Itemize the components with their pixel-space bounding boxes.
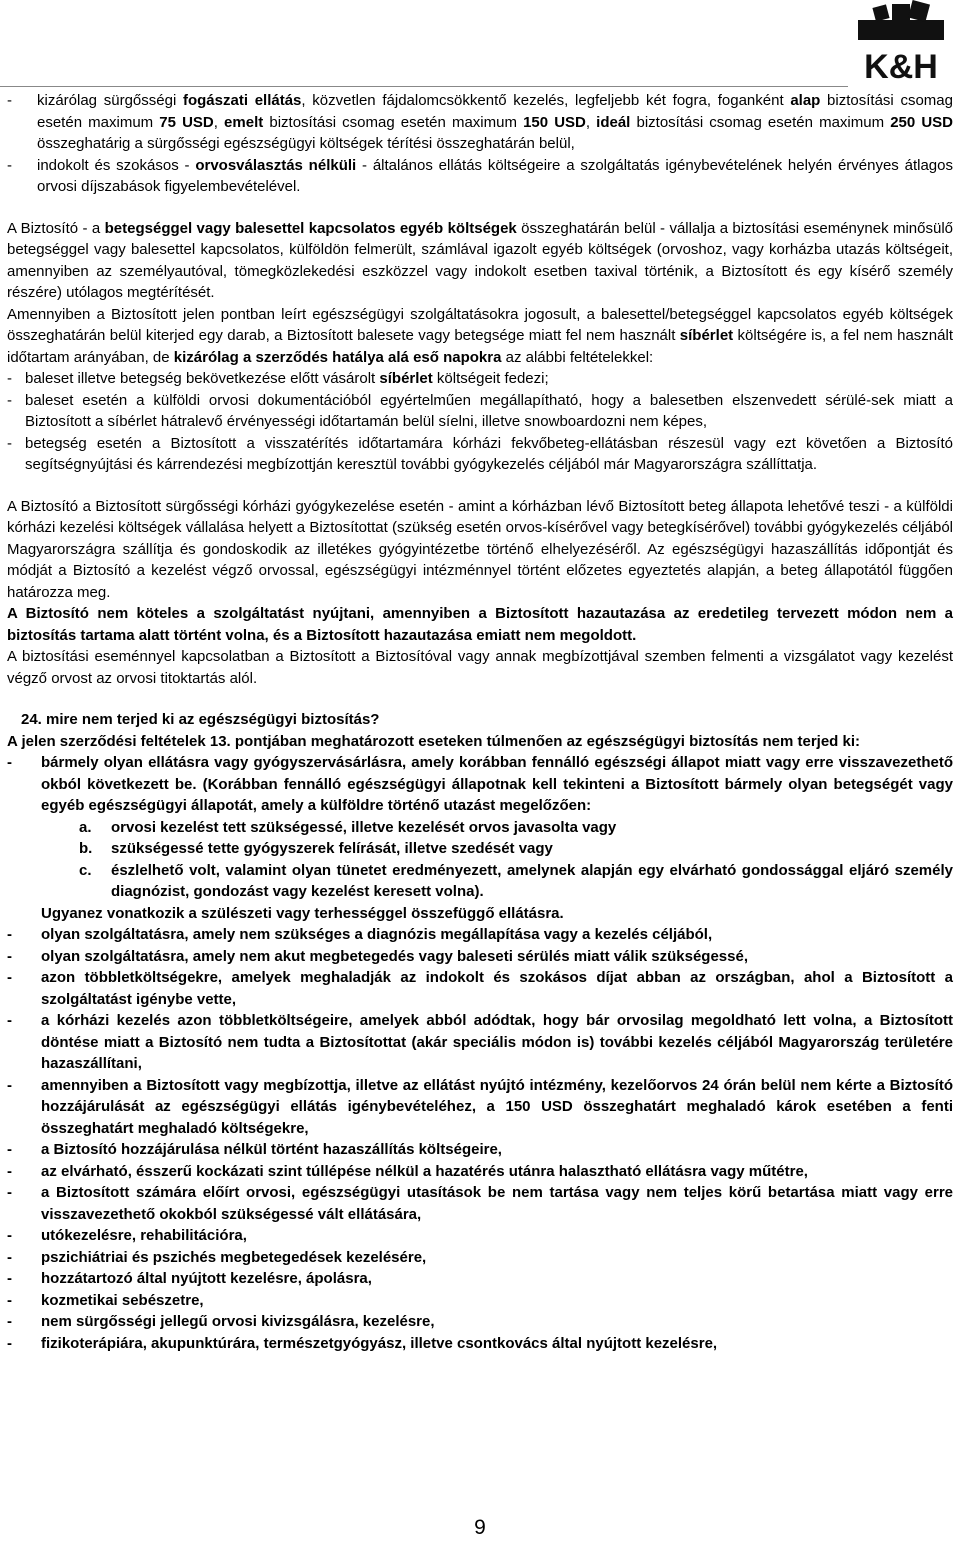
list-item: - pszichiátriai és pszichés megbetegedések kezelésére, — [7, 1248, 427, 1266]
list-item: - a kórházi kezelés azon többletköltségeire, amelyek abból adódtak, hogy bár orvosilag megoldható lett volna, a Biztosított döntése miatt a Biztosító nem tudta a Biztosítottat (akár speciális módon is) további kezelés céljából Magyarország területére hazaszállítani, — [7, 1012, 953, 1072]
page-number: 9 — [474, 1516, 486, 1539]
document-body — [7, 90, 953, 1354]
list-item: - kozmetikai sebészetre, — [7, 1291, 204, 1309]
paragraph-ski-pass: Amennyiben a Biztosított jelen pontban leírt egészségügyi szolgáltatásokra jogosult, a balesettel/betegséggel kapcsolatos egyéb költségek összeghatárán belül kiterjed egy darab, a Biztosított balesete vagy betegsége miatt fel nem használt síbérlet költségére is, a fel nem használt időtartam arányában, de kizárólag a szerződés hatálya alá eső napokra az alábbi feltételekkel: — [7, 305, 953, 366]
sub-list-item: b. szükségessé tette gyógyszerek felírását, illetve szedését vagy — [79, 840, 553, 857]
followup-note: Ugyanez vonatkozik a szülészeti vagy terhességgel összefüggő ellátásra. — [41, 904, 564, 922]
paragraph-other-costs: A Biztosító - a betegséggel vagy balesettel kapcsolatos egyéb költségek összeghatárán belül - vállalja a biztosítási eseménynek minősülő betegséggel vagy balesettel kapcsolatos, külföldön felmerült, számlával igazolt egyéb költségek (orvoshoz, vagy korházba utazás költségeit, amennyiben az személyautóval, tömegközlekedési eszközzel vagy indokolt esetben taxival történik, a Biztosított és egy kísérő személy részére) utólagos megtérítését. — [7, 219, 953, 301]
list-item: - hozzátartozó által nyújtott kezelésre, ápolásra, — [7, 1270, 372, 1287]
list-item: - baleset esetén a külföldi orvosi dokumentációból egyértelműen megállapítható, hogy a balesetben elszenvedett sérülé-sek miatt a Biztosított a síbérlet hátralevő érvényességi időtartamán belül síelni, illetve snowboardozni nem képes, — [7, 391, 953, 430]
list-item: - olyan szolgáltatásra, amely nem szükséges a diagnózis megállapítása vagy a kezelés céljából, — [7, 926, 713, 943]
paragraph-hospital: A Biztosító a Biztosított sürgősségi kórházi gyógykezelése esetén - amint a kórházban lévő Biztosított beteg állapota lehetővé teszi - a külföldi kórházi kezelési költségek vállalása helyett a Biztosítottat (szükség esetén orvos-kísérővel vagy betegkísérővel) további gyógykezelés céljából Magyarországra szállítja és gondoskodik az illetékes gyógyintézetbe történő elhelyezéséről. Az egészségügyi hazaszállítás időpontját és módját a Biztosító a kezelést végző orvossal, egészségügyi intézménnyel történt előzetes egyeztetés alapján, a beteg állapotától függően határozza meg. — [7, 497, 953, 601]
list-item: - a Biztosító hozzájárulása nélkül történt hazaszállítás költségeire, — [7, 1141, 502, 1158]
list-item: - fizikoterápiára, akupunktúrára, természetgyógyász, illetve csontkovács által nyújtott kezelésre, — [7, 1334, 718, 1352]
header-rule — [0, 86, 848, 87]
sub-list-item: a. orvosi kezelést tett szükségessé, illetve kezelését orvos javasolta vagy — [79, 818, 617, 836]
list-item: - az elvárható, ésszerű kockázati szint túllépése nélkül a hazatérés utánra halasztható ellátásra vagy műtétre, — [7, 1162, 808, 1180]
section-heading: 24. mire nem terjed ki az egészségügyi biztosítás? — [21, 711, 380, 728]
section-intro: A jelen szerződési feltételek 13. pontjában meghatározott eseteken túlmenően az egészségügyi biztosítás nem terjed ki: — [7, 732, 861, 750]
list-item: - utókezelésre, rehabilitációra, — [7, 1227, 247, 1244]
paragraph-exempt: A biztosítási eseménnyel kapcsolatban a Biztosított a Biztosítóval vagy annak megbízottjával szemben felmenti a vizsgálatot vagy kezelést végző orvost az orvosi titoktartás alól. — [7, 648, 953, 687]
list-item: - baleset illetve betegség bekövetkezése előtt vásárolt síbérlet költségeit fedezi; — [7, 370, 549, 387]
list-item: - bármely olyan ellátásra vagy gyógyszervásárlásra, amely korábban fennálló egészségi állapot miatt vagy erre visszavezethető okból következett be. (Korábban fennálló egészségügyi állapotnak kell tekinteni a Biztosított bármely olyan betegségét vagy egyéb egészségügyi állapotát, amely a külföldre történő utazást megelőzően: — [7, 754, 953, 814]
list-item: - betegség esetén a Biztosított a visszatérítés időtartamára kórházi fekvőbeteg-ellátásban részesül vagy ezt követően a Biztosító segítségnyújtási és kárrendezési megbízottján keresztül további gyógykezelés céljából már Magyarországra szállíttatja. — [7, 434, 953, 473]
list-item: - azon többletköltségekre, amelyek meghaladják az indokolt és szokásos díjat abban az országban, ahol a Biztosított a szolgáltatást igénybe vette, — [7, 969, 953, 1008]
sub-list-item: c. észlelhető volt, valamint olyan tünetet eredményezett, amelynek alapján egy elvárható gondossággal eljáró személy diagnózist, gondozást vagy kezelést keresett volna). — [79, 861, 953, 900]
kh-logo — [848, 0, 954, 82]
list-item: - nem sürgősségi jellegű orvosi kivizsgálásra, kezelésre, — [7, 1313, 435, 1330]
list-item: - olyan szolgáltatásra, amely nem akut megbetegedés vagy baleseti sérülés miatt válik szükségessé, — [7, 947, 748, 965]
logo-text: K&H — [864, 48, 938, 82]
list-item: - indokolt és szokásos - orvosválasztás nélküli - általános ellátás költségeire a szolgáltatás igénybevételének helyén érvényes átlagos orvosi díjszabások figyelembevételével. — [7, 156, 953, 195]
list-item: - a Biztosított számára előírt orvosi, egészségügyi utasítások be nem tartása vagy nem teljes körű betartása miatt vagy erre visszavezethető okokból szükségessé vált ellátására, — [7, 1184, 953, 1223]
paragraph-not-obliged: A Biztosító nem köteles a szolgáltatást nyújtani, amennyiben a Biztosított hazautazása az eredetileg tervezett módon nem a biztosítás tartama alatt történt volna, és a Biztosított hazautazása emiatt nem megoldott. — [7, 605, 953, 644]
list-item: - kizárólag sürgősségi fogászati ellátás, közvetlen fájdalomcsökkentő kezelés, legfeljebb két fogra, foganként alap biztosítási csomag esetén maximum 75 USD, emelt biztosítási csomag esetén maximum 150 USD, ideál biztosítási csomag esetén maximum 250 USD összeghatárig a sürgősségi egészségügyi költségek térítési összeghatárán belül, — [7, 92, 953, 152]
list-item: - amennyiben a Biztosított vagy megbízottja, illetve az ellátást nyújtó intézmény, kezelőorvos 24 órán belül nem kérte a Biztosító hozzájárulását az egészségügyi ellátás igénybevételéhez, a 150 USD összeghatárt meghaladó károk esetében a fenti összeghatárt meghaladó költségekre, — [7, 1076, 953, 1137]
